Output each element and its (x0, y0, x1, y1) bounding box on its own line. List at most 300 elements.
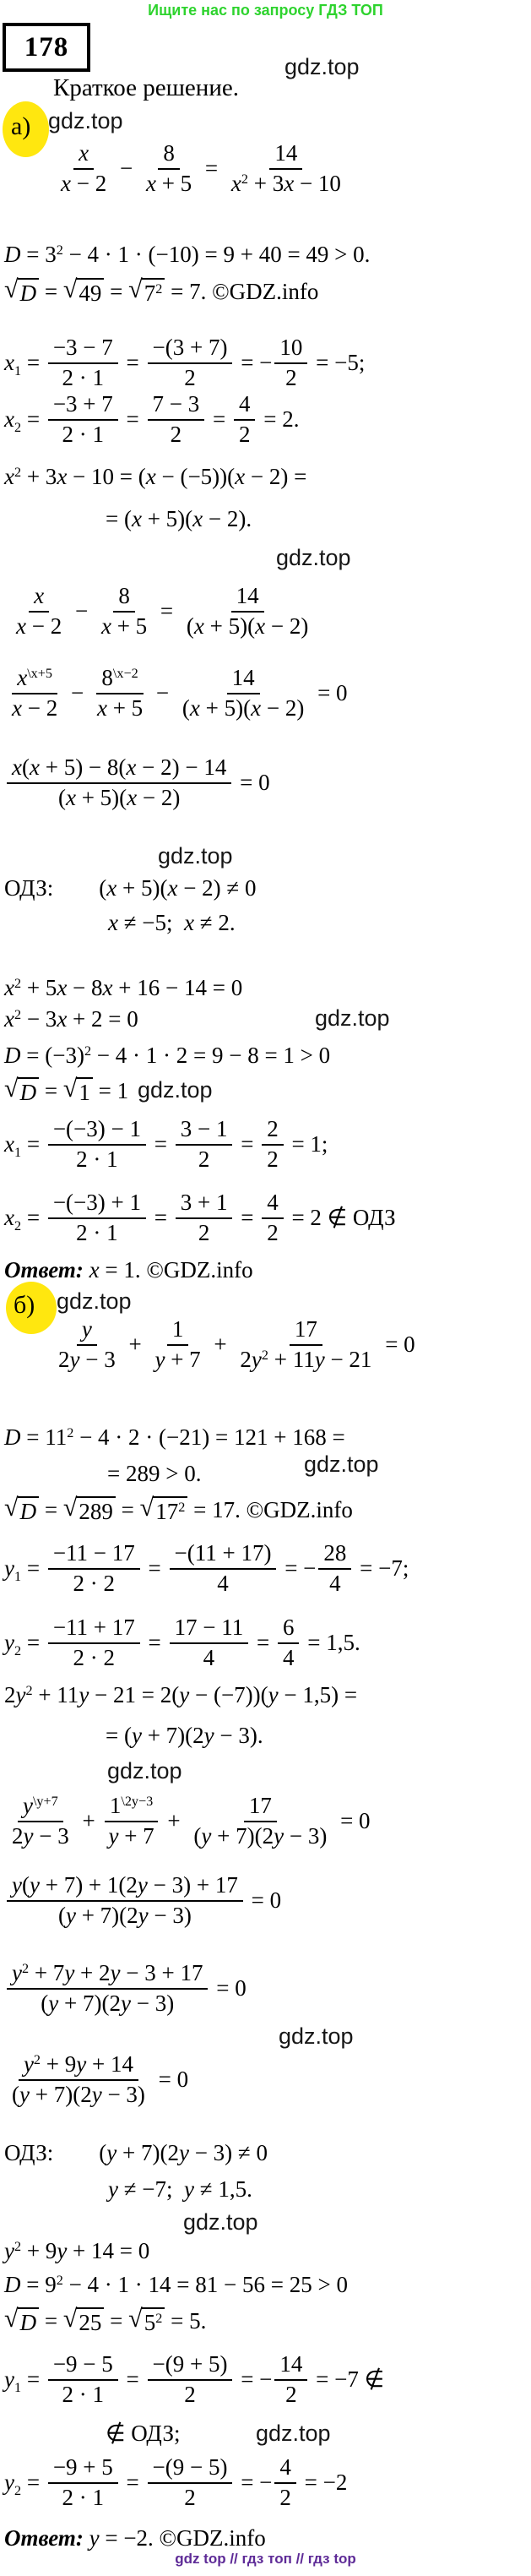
radical-sign-icon: √ (4, 275, 19, 303)
discriminant-a2 (4, 1042, 330, 1070)
math-text: = 17. ©GDZ.info (187, 1496, 353, 1522)
fraction-denominator: 2 · 1 (76, 1146, 118, 1172)
radicand: 289 (76, 1496, 116, 1527)
fraction-numerator: $y^2 + 7y + 2y - 3 + 17$ (7, 1959, 208, 1990)
square-root (4, 1494, 39, 1527)
fraction (262, 1189, 284, 1248)
fraction (53, 1315, 121, 1375)
fraction-denominator: 2 (170, 421, 182, 447)
fraction (48, 2350, 118, 2410)
fraction-denominator: x + 5 (145, 170, 192, 196)
fraction-denominator: 2 (285, 364, 297, 390)
fraction-numerator: $1^{\backslash 2y-3}$ (105, 1792, 158, 1822)
fraction-denominator: 2 (184, 2484, 196, 2510)
math-text: $x_1$ = (4, 1130, 46, 1160)
math-text: = −7; (354, 1555, 409, 1581)
sqrt-d-a (4, 275, 318, 308)
radicand: D (18, 2307, 40, 2338)
math-text: = (115, 1496, 140, 1522)
math-text: = (y + 7)(2y − 3). (106, 1723, 263, 1748)
radicand: 1 (76, 1077, 93, 1108)
fraction-numerator: $8^{\backslash x-2}$ (96, 664, 143, 694)
fraction (48, 1115, 146, 1174)
math-text: = (199, 155, 224, 181)
math-text: = − (279, 1555, 317, 1581)
fraction (262, 1115, 284, 1174)
math-text: ∉ ОДЗ; (106, 2421, 181, 2446)
fraction (103, 1792, 159, 1851)
math-text: = 2. (257, 406, 300, 432)
math-text: = (39, 2307, 63, 2334)
fraction (96, 582, 152, 641)
fraction-numerator: 14 (274, 2350, 307, 2381)
radical-sign-icon: √ (128, 2304, 143, 2333)
radicand: $17^2$ (153, 1496, 187, 1527)
fraction-denominator: 2 (285, 2381, 297, 2407)
math-text: − (150, 679, 175, 705)
fraction-denominator: x − 2 (12, 694, 58, 721)
math-text: $D = 11^2 - 4 \cdot 2 \cdot (-21) = 121 + 168$ = (4, 1424, 345, 1450)
fraction (7, 664, 62, 723)
math-text: = − (235, 2469, 273, 2495)
square-root (63, 275, 105, 308)
fraction-numerator: y(y + 7) + 1(2y − 3) + 17 (7, 1871, 243, 1902)
fraction-denominator: (y + 7)(2y − 3) (57, 1902, 192, 1928)
math-text: = (39, 1077, 63, 1103)
math-text: = (235, 1204, 260, 1230)
radical-sign-icon: √ (4, 1493, 19, 1522)
math-text: = (104, 2307, 129, 2334)
math-text: $x_2$ = (4, 406, 46, 435)
y1-b2 (4, 2350, 384, 2410)
watermark-gdz-top: gdz.top (276, 545, 351, 570)
fraction (148, 2453, 233, 2513)
watermark-gdz-top: gdz.top (304, 1451, 379, 1477)
y2-b (4, 1614, 360, 1673)
fraction-numerator: 14 (231, 582, 264, 613)
radicand: D (18, 1496, 40, 1527)
eq-b-common-denominator (4, 1792, 371, 1851)
radical-sign-icon: √ (62, 275, 78, 303)
fraction (7, 2050, 150, 2110)
radical-sign-icon: √ (4, 2304, 19, 2333)
fraction (176, 1115, 233, 1174)
math-text: = − (235, 2366, 273, 2392)
radical-sign-icon: √ (4, 1074, 19, 1103)
radicand: $5^2$ (142, 2307, 165, 2338)
math-text: = 0 (245, 1887, 282, 1913)
radicand: $7^2$ (142, 278, 165, 308)
fraction-numerator: 10 (274, 334, 307, 364)
fraction (148, 390, 205, 449)
watermark-gdz-top: gdz.top (48, 108, 123, 133)
fraction-denominator: (x + 5)(x − 2) (186, 613, 309, 639)
math-text: = 289 > 0. (107, 1461, 202, 1486)
fraction-denominator: 2 (198, 1146, 210, 1172)
fraction-denominator: 4 (203, 1644, 215, 1670)
fraction-numerator: −(−3) + 1 (48, 1189, 146, 1219)
watermark-gdz-top: gdz.top (256, 2421, 331, 2446)
fraction-denominator: 2 (184, 2381, 196, 2407)
fraction-denominator: y + 7 (154, 1346, 201, 1372)
fraction-denominator: 2y − 3 (12, 1822, 69, 1849)
fraction-denominator: 2 (184, 364, 196, 390)
factorization-a-1 (4, 463, 306, 492)
math-text: = 0 (152, 2066, 189, 2092)
math-text: = −7 ∉ (310, 2366, 385, 2392)
fraction (7, 1792, 74, 1851)
fraction-numerator: −11 − 17 (48, 1539, 140, 1570)
factorization-b-2 (106, 1722, 263, 1751)
square-root (128, 2305, 165, 2338)
watermark-gdz-top: gdz.top (138, 1077, 213, 1103)
eq-b-expanded (4, 1959, 247, 2018)
fraction (48, 390, 118, 449)
fraction-numerator: $x^{\backslash x+5}$ (12, 664, 57, 694)
radicand: 49 (76, 278, 104, 308)
math-text: = (148, 1130, 173, 1157)
fraction-numerator: $y^2 + 9y + 14$ (19, 2050, 138, 2081)
fraction-numerator: −9 + 5 (48, 2453, 118, 2484)
math-text: = −5; (310, 349, 366, 375)
math-text: = (251, 1629, 275, 1655)
fraction-numerator: −(3 + 7) (148, 334, 233, 364)
math-text: Ответ: x = 1. ©GDZ.info (4, 1257, 253, 1283)
square-root (128, 275, 165, 308)
fraction (318, 1539, 351, 1598)
math-text: = 5. (165, 2307, 207, 2334)
fraction-denominator: 2 · 2 (73, 1570, 116, 1596)
math-text: = (148, 1204, 173, 1230)
watermark-gdz-top: gdz.top (284, 54, 360, 79)
fraction-numerator: 4 (234, 390, 256, 421)
math-text: − (69, 597, 94, 624)
fraction (48, 334, 118, 393)
fraction-numerator: 17 (244, 1792, 277, 1822)
math-text: = 0 (312, 679, 348, 705)
fraction (182, 582, 313, 641)
math-text: = −2 (298, 2469, 348, 2495)
fraction (226, 139, 346, 199)
fraction-numerator: 14 (227, 664, 260, 694)
fraction-denominator: y + 7 (108, 1822, 154, 1849)
fraction-numerator: 3 + 1 (176, 1189, 233, 1219)
fraction (141, 139, 197, 199)
fraction-numerator: x (29, 582, 49, 613)
eq-a-original (53, 139, 349, 199)
math-text: = (142, 1555, 167, 1581)
fraction-numerator: −11 + 17 (48, 1614, 140, 1644)
radical-sign-icon: √ (139, 1493, 154, 1522)
math-text: $D = 3^2 - 4 \cdot 1 \cdot (-10) = 9 + 40 = 49 > 0$. (4, 242, 371, 267)
footer-watermark: gdz top // гдз топ // гдз top (175, 2551, 356, 2567)
fraction (176, 1189, 233, 1248)
discriminant-b2 (4, 2271, 348, 2300)
fraction-denominator: 2y − 3 (58, 1346, 116, 1372)
fraction (48, 1189, 146, 1248)
eq-a-simplified (4, 1005, 138, 1034)
math-text: $y_2$ = (4, 2469, 46, 2498)
discriminant-a (4, 241, 370, 270)
fraction-denominator: $x^2 + 3x - 10$ (230, 170, 341, 196)
eq-a-factored (8, 582, 316, 641)
page-title: Краткое решение. (53, 74, 239, 101)
fraction-denominator: 2 (267, 1219, 279, 1245)
math-text: x ≠ −5; x ≠ 2. (108, 910, 236, 935)
fraction-numerator: 1 (167, 1315, 189, 1346)
fraction-denominator: x − 2 (16, 613, 62, 639)
y1-b (4, 1539, 409, 1598)
watermark-gdz-top: gdz.top (107, 1758, 182, 1784)
math-text: + (76, 1807, 101, 1833)
fraction (7, 754, 231, 813)
x2-a2 (4, 1189, 396, 1248)
watermark-gdz-top: gdz.top (279, 2023, 354, 2049)
watermark-gdz-top: gdz.top (57, 1288, 132, 1314)
factorization-b-1 (4, 1681, 357, 1710)
fraction-numerator: 7 − 3 (148, 390, 205, 421)
math-text: Ответ: y = −2. ©GDZ.info (4, 2525, 266, 2551)
math-text: = (154, 597, 179, 624)
math-text: + (161, 1807, 187, 1833)
radical-sign-icon: √ (128, 275, 143, 303)
watermark-gdz-top: gdz.top (183, 2209, 258, 2235)
sqrt-d-b2 (4, 2305, 206, 2338)
watermark-gdz-top: gdz.top (158, 843, 233, 869)
fraction-denominator: (x + 5)(x − 2) (182, 694, 305, 721)
fraction-denominator: (x + 5)(x − 2) (57, 784, 181, 810)
fraction-numerator: −3 − 7 (48, 334, 118, 364)
x2-a (4, 390, 299, 449)
math-text: + (208, 1331, 233, 1357)
eq-b-original (51, 1315, 415, 1375)
watermark-gdz-top: gdz.top (315, 1005, 390, 1031)
fraction (149, 1315, 205, 1375)
math-text: $x^2 - 3x + 2 = 0$ (4, 1006, 138, 1032)
odz-a (4, 874, 257, 903)
fraction (56, 139, 111, 199)
fraction-numerator: 28 (318, 1539, 351, 1570)
odz-b (4, 2139, 268, 2168)
fraction-denominator: 4 (329, 1570, 341, 1596)
math-text: $y_2$ = (4, 1629, 46, 1658)
math-text: = 2 ∉ ОДЗ (285, 1204, 396, 1230)
math-text: = 1; (285, 1130, 328, 1157)
y1-b2-odz (106, 2420, 181, 2448)
math-text: = − (235, 349, 273, 375)
math-text: $x_2$ = (4, 1204, 46, 1234)
eq-a-single-fraction (4, 754, 270, 813)
math-text: y ≠ −7; y ≠ 1,5. (108, 2176, 252, 2202)
fraction-numerator: 4 (262, 1189, 284, 1219)
math-text: = 1 (92, 1077, 129, 1103)
math-text: $D = 9^2 - 4 \cdot 1 \cdot 14 = 81 - 56 = 25 > 0$ (4, 2272, 348, 2297)
math-text: = (120, 2469, 145, 2495)
square-root (4, 275, 39, 308)
fraction-denominator: 2 · 1 (62, 2484, 105, 2510)
fraction-denominator: 2 (238, 421, 251, 447)
discriminant-b (4, 1424, 345, 1452)
math-text: $y_1$ = (4, 1555, 46, 1584)
fraction-numerator: −9 − 5 (48, 2350, 118, 2381)
fraction (148, 2350, 233, 2410)
math-text: + (122, 1331, 148, 1357)
fraction-denominator: 2 · 1 (62, 2381, 105, 2407)
square-root (63, 2305, 105, 2338)
fraction-denominator: x + 5 (96, 694, 144, 721)
discriminant-b-2 (107, 1460, 201, 1489)
fraction-denominator: (y + 7)(2y − 3) (193, 1822, 328, 1849)
fraction-denominator: 2 · 1 (62, 364, 105, 390)
fraction-numerator: 8 (158, 139, 180, 170)
fraction-numerator: −(11 + 17) (170, 1539, 277, 1570)
radical-sign-icon: √ (62, 1493, 78, 1522)
fraction-denominator: 4 (282, 1644, 295, 1670)
math-text: $y^2 + 9y + 14 = 0$ (4, 2238, 150, 2263)
square-root (63, 1075, 93, 1108)
radicand: 25 (76, 2307, 104, 2338)
fraction-numerator: 3 − 1 (176, 1115, 233, 1146)
x1-a2 (4, 1115, 328, 1174)
math-text: = (207, 406, 231, 432)
fraction (11, 582, 67, 641)
task-number: 178 (24, 31, 69, 63)
fraction-numerator: 2 (262, 1115, 284, 1146)
fraction-numerator: −(9 + 5) (148, 2350, 233, 2381)
math-text: = (39, 1496, 63, 1522)
fraction (177, 664, 309, 723)
answer-b (4, 2524, 266, 2553)
factorization-a-2 (106, 505, 252, 534)
fraction (48, 2453, 118, 2513)
promo-header: Ищите нас по запросу ГДЗ ТОП (148, 2, 383, 19)
fraction-denominator: 2 · 1 (62, 421, 105, 447)
math-text: − (65, 679, 89, 705)
answer-a (4, 1256, 253, 1285)
fraction (274, 2350, 307, 2410)
fraction (170, 1539, 277, 1598)
math-text: = 7. ©GDZ.info (165, 278, 319, 304)
fraction-numerator: 17 − 11 (170, 1614, 249, 1644)
math-text: = (120, 406, 145, 432)
math-text: $2y^2 + 11y - 21 = 2(y - (-7))(y - 1,5)$ = (4, 1682, 358, 1707)
math-text: $D = (-3)^2 - 4 \cdot 1 \cdot 2 = 9 - 8 = 1 > 0$ (4, 1043, 331, 1068)
fraction (92, 664, 148, 723)
math-text: = (104, 278, 129, 304)
fraction (48, 1539, 140, 1598)
task-number-box (3, 23, 90, 72)
fraction-denominator: 4 (217, 1570, 229, 1596)
math-text: = (39, 278, 63, 304)
fraction-numerator: y (77, 1315, 97, 1346)
fraction-denominator: (y + 7)(2y − 3) (12, 2081, 145, 2107)
fraction-numerator: 17 (290, 1315, 322, 1346)
fraction-denominator: x + 5 (100, 613, 148, 639)
odz-a-constraints (108, 909, 236, 938)
math-text: = 0 (234, 769, 270, 795)
radicand: D (18, 1077, 40, 1108)
sqrt-d-a2 (4, 1075, 128, 1108)
fraction (188, 1792, 332, 1851)
fraction-numerator: 6 (278, 1614, 300, 1644)
fraction-denominator: 2 (279, 2484, 291, 2510)
sqrt-d-b (4, 1494, 353, 1527)
fraction (235, 1315, 377, 1375)
math-text: = (120, 2366, 145, 2392)
math-text: = (235, 1130, 260, 1157)
square-root (4, 1075, 39, 1108)
math-text: = 1,5. (301, 1629, 360, 1655)
square-root (140, 1494, 188, 1527)
fraction-denominator: x − 2 (61, 170, 107, 196)
part-a-label: а) (11, 112, 31, 140)
fraction-numerator: 8 (113, 582, 135, 613)
fraction (7, 1871, 243, 1931)
eq-a-common-denominator (4, 664, 348, 723)
math-text: $x^2 + 3x - 10 = (x - (-5))(x - 2)$ = (4, 464, 307, 489)
fraction (278, 1614, 300, 1673)
eq-b-quadratic (4, 2237, 149, 2266)
fraction-numerator: x (73, 139, 94, 170)
fraction (7, 1959, 208, 2018)
part-b-label: б) (14, 1291, 35, 1319)
fraction (274, 2453, 296, 2513)
square-root (63, 1494, 116, 1527)
fraction-numerator: x(x + 5) − 8(x − 2) − 14 (7, 754, 231, 784)
fraction-denominator: 2 · 1 (76, 1219, 118, 1245)
fraction-numerator: −(9 − 5) (148, 2453, 233, 2484)
math-text: = 0 (210, 1974, 247, 2001)
eq-a-expanded (4, 974, 242, 1003)
eq-b-single-fraction (4, 1871, 281, 1931)
square-root (4, 2305, 39, 2338)
fraction-denominator: 2 · 2 (73, 1644, 116, 1670)
fraction-numerator: −(−3) − 1 (48, 1115, 146, 1146)
radical-sign-icon: √ (62, 2304, 78, 2333)
math-text: ОДЗ: (y + 7)(2y − 3) ≠ 0 (4, 2140, 268, 2165)
fraction-numerator: 14 (269, 139, 302, 170)
math-text: $x^2 + 5x - 8x + 16 - 14 = 0$ (4, 975, 243, 1000)
fraction (48, 1614, 140, 1673)
fraction-numerator: 4 (274, 2453, 296, 2484)
fraction (148, 334, 233, 393)
fraction-denominator: $2y^2 + 11y - 21$ (240, 1346, 372, 1372)
fraction-numerator: −3 + 7 (48, 390, 118, 421)
odz-b-constraints (108, 2176, 252, 2204)
math-text: $y_1$ = (4, 2366, 46, 2395)
math-text: = (120, 349, 145, 375)
math-text: ОДЗ: (x + 5)(x − 2) ≠ 0 (4, 875, 257, 901)
fraction (234, 390, 256, 449)
math-text: = 0 (379, 1331, 415, 1357)
radical-sign-icon: √ (62, 1074, 78, 1103)
fraction-denominator: (y + 7)(2y − 3) (41, 1990, 175, 2016)
eq-b-simplified (4, 2050, 188, 2110)
fraction (274, 334, 307, 393)
math-text: − (114, 155, 138, 181)
fraction-numerator: $y^{\backslash y+7}$ (18, 1792, 63, 1822)
fraction-denominator: 2 (267, 1146, 279, 1172)
math-text: = 0 (334, 1807, 371, 1833)
radicand: D (18, 278, 40, 308)
y2-b2 (4, 2453, 347, 2513)
math-text: = (142, 1629, 167, 1655)
fraction-denominator: 2 (198, 1219, 210, 1245)
fraction (170, 1614, 249, 1673)
x1-a (4, 334, 365, 393)
math-text: $x_1$ = (4, 349, 46, 379)
math-text: = (x + 5)(x − 2). (106, 506, 252, 531)
